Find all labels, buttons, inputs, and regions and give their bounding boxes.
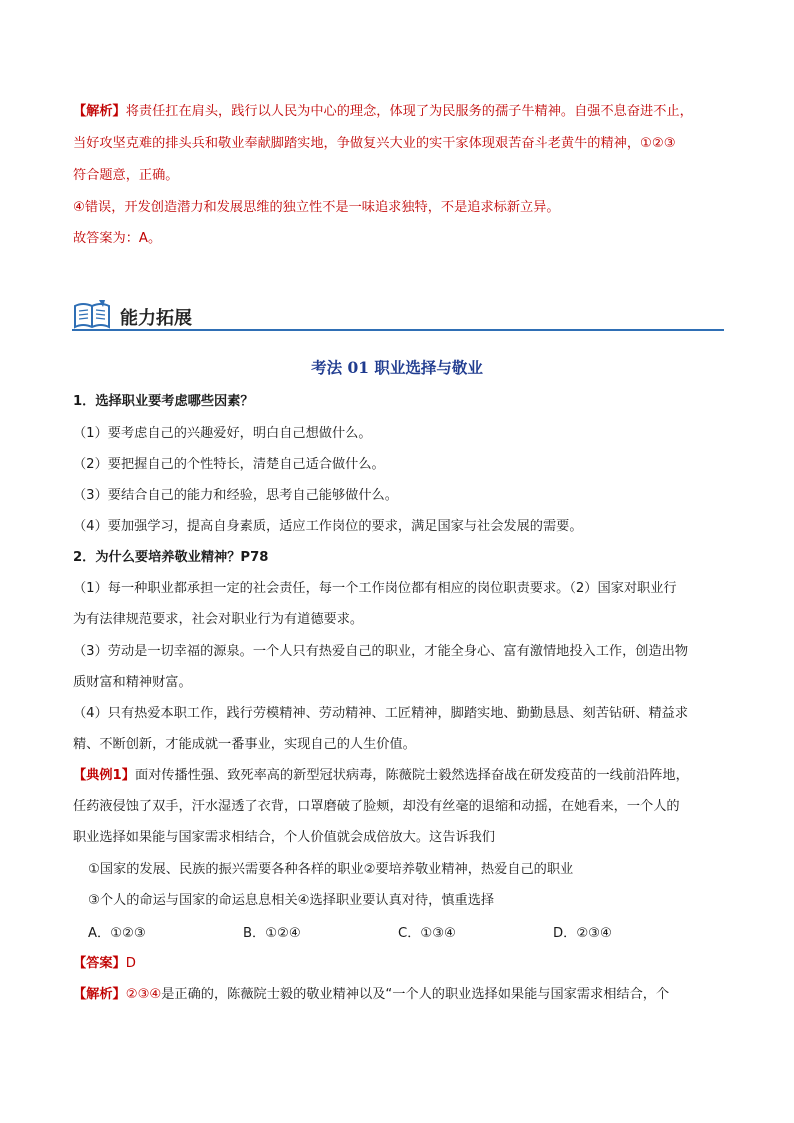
example1-statement: ③个人的命运与国家的命运息息相关④选择职业要认真对待，慎重选择	[88, 893, 495, 908]
q2-line: （4）只有热爱本职工作，践行劳模精神、劳动精神、工匠精神，脚踏实地、勤勤恳恳、刻苦钻研、精益求	[73, 706, 689, 721]
analysis-tag: 【解析】	[73, 104, 126, 119]
analysis-text: 是正确的，陈薇院士毅的敬业精神以及“一个人的职业选择如果能与国家需求相结合，个	[161, 987, 670, 1002]
analysis-tag: 【解析】	[73, 987, 126, 1002]
analysis-text: 将责任扛在肩头，践行以人民为中心的理念，体现了为民服务的孺子牛精神。自强不息奋进不止，	[125, 104, 693, 119]
open-book-icon	[72, 298, 112, 330]
option-d: D．②③④	[553, 926, 612, 941]
analysis-numbers: ②③④	[125, 987, 162, 1002]
example1-line2: 任药液侵蚀了双手，汗水湿透了衣背，口罩磨破了脸颊，却没有丝毫的退缩和动摇，在她看来，一个人的	[73, 799, 680, 814]
analysis1-line1	[73, 102, 733, 122]
q1-heading: 1．选择职业要考虑哪些因素？	[73, 394, 254, 409]
kaofa-title: 考法 01 职业选择与敬业	[311, 358, 483, 377]
analysis1-line2: 当好攻坚克难的排头兵和敬业奉献脚踏实地，争做复兴大业的实干家体现艰苦奋斗老黄牛的精神，①②③	[73, 136, 676, 151]
q2-line: 质财富和精神财富。	[73, 675, 192, 690]
q2-line: 为有法律规范要求，社会对职业行为有道德要求。	[73, 612, 364, 627]
example1-line1	[73, 766, 733, 786]
q1-item: （1）要考虑自己的兴趣爱好，明白自己想做什么。	[73, 426, 372, 441]
answer-options	[88, 922, 688, 942]
q2-line: （3）劳动是一切幸福的源泉。一个人只有热爱自己的职业，才能全身心、富有激情地投入工作，创造出物	[73, 644, 689, 659]
q1-item: （2）要把握自己的个性特长，清楚自己适合做什么。	[73, 457, 385, 472]
example1-answer	[73, 954, 733, 974]
answer-value: D	[125, 956, 136, 971]
q1-item: （4）要加强学习，提高自身素质，适应工作岗位的要求，满足国家与社会发展的需要。	[73, 519, 583, 534]
q1-item: （3）要结合自己的能力和经验，思考自己能够做什么。	[73, 488, 398, 503]
option-a: A．①②③	[88, 926, 146, 941]
section-header	[72, 296, 724, 334]
example1-statement: ①国家的发展、民族的振兴需要各种各样的职业②要培养敬业精神，热爱自己的职业	[88, 862, 574, 877]
analysis1-line4: ④错误，开发创造潜力和发展思维的独立性不是一味追求独特，不是追求标新立异。	[73, 200, 560, 215]
example1-line3: 职业选择如果能与国家需求相结合，个人价值就会成倍放大。这告诉我们	[73, 830, 495, 845]
analysis1-line3: 符合题意，正确。	[73, 168, 179, 183]
q2-heading: 2．为什么要培养敬业精神？P78	[73, 550, 269, 565]
q2-line: （1）每一种职业都承担一定的社会责任，每一个工作岗位都有相应的岗位职责要求。（2）国家对职业行	[73, 581, 677, 596]
section-header-title: 能力拓展	[120, 308, 192, 329]
example-tag: 【典例1】	[73, 768, 135, 783]
example-text: 面对传播性强、致死率高的新型冠状病毒，陈薇院士毅然选择奋战在研发疫苗的一线前沿阵地，	[134, 768, 689, 783]
q2-line: 精、不断创新，才能成就一番事业，实现自己的人生价值。	[73, 737, 416, 752]
section-header-rule	[72, 329, 724, 331]
option-b: B．①②④	[243, 926, 301, 941]
analysis1-answer: 故答案为：A。	[73, 231, 162, 246]
example1-analysis	[73, 985, 733, 1005]
option-c: C．①③④	[398, 926, 456, 941]
answer-tag: 【答案】	[73, 956, 126, 971]
